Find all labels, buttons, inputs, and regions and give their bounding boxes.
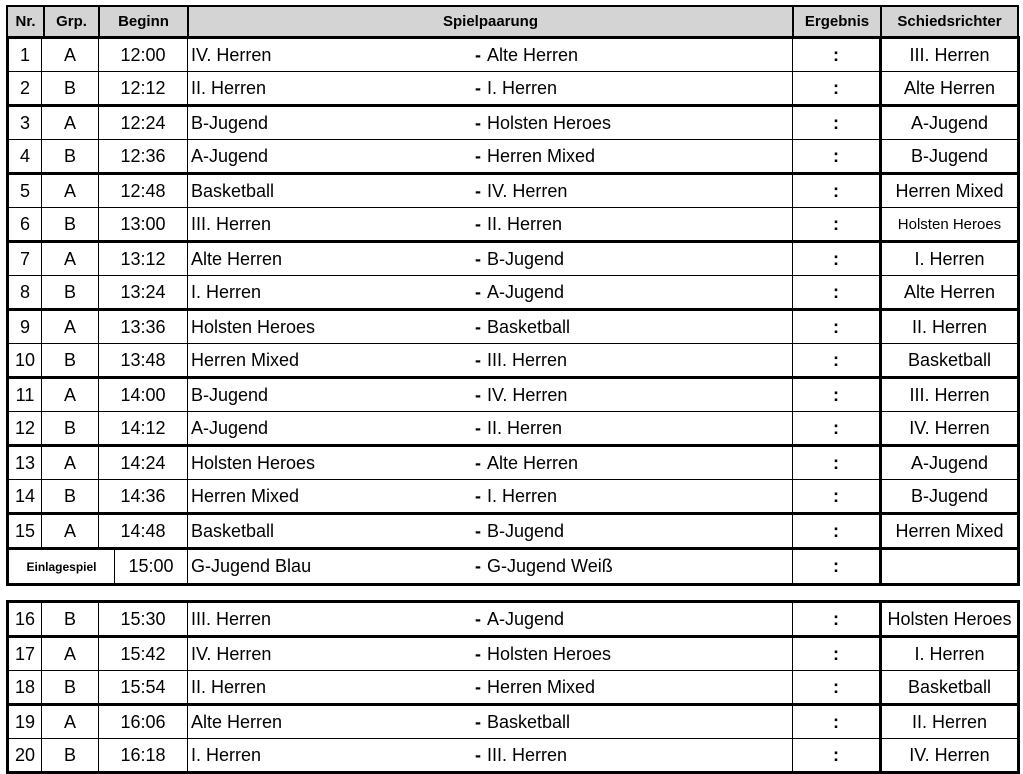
match-row xyxy=(8,739,1019,773)
match-start-time: 16:18 xyxy=(99,739,188,773)
match-start-time: 12:24 xyxy=(99,106,188,140)
match-referee: Holsten Heroes xyxy=(881,602,1019,637)
match-start-time: 16:06 xyxy=(99,705,188,739)
home-team: Herren Mixed xyxy=(191,349,300,370)
match-start-time: 14:12 xyxy=(99,412,188,446)
match-result-field[interactable]: : xyxy=(793,106,881,140)
vs-separator: - xyxy=(475,744,481,765)
home-team: III. Herren xyxy=(191,608,272,629)
match-pairing xyxy=(188,480,793,514)
away-team: Holsten Heroes xyxy=(487,643,612,664)
vs-separator: - xyxy=(475,180,481,201)
exhibition-matchup xyxy=(188,549,793,585)
exhibition-label: Einlagespiel xyxy=(8,549,115,585)
match-number: 7 xyxy=(8,242,42,276)
group-stage-table xyxy=(6,36,1020,550)
match-group: A xyxy=(42,174,99,208)
exhibition-referee xyxy=(881,549,1019,585)
vs-separator: - xyxy=(475,248,481,269)
match-result-field[interactable]: : xyxy=(793,276,881,310)
match-start-time: 14:36 xyxy=(99,480,188,514)
match-number: 19 xyxy=(8,705,42,739)
vs-separator: - xyxy=(475,112,481,133)
away-team: IV. Herren xyxy=(487,180,568,201)
match-row xyxy=(8,514,1019,549)
match-group: B xyxy=(42,480,99,514)
match-pairing xyxy=(188,38,793,72)
match-row xyxy=(8,106,1019,140)
match-referee: B-Jugend xyxy=(881,140,1019,174)
match-group: B xyxy=(42,140,99,174)
match-group: A xyxy=(42,637,99,671)
match-row xyxy=(8,174,1019,208)
match-number: 8 xyxy=(8,276,42,310)
match-referee: III. Herren xyxy=(881,378,1019,412)
match-group: A xyxy=(42,514,99,549)
match-referee: Alte Herren xyxy=(881,276,1019,310)
match-referee: II. Herren xyxy=(881,705,1019,739)
match-number: 20 xyxy=(8,739,42,773)
match-pairing xyxy=(188,208,793,242)
match-result-field[interactable]: : xyxy=(793,38,881,72)
home-team: II. Herren xyxy=(191,676,267,697)
match-pairing xyxy=(188,276,793,310)
match-referee: Alte Herren xyxy=(881,72,1019,106)
away-team: Basketball xyxy=(487,316,571,337)
match-number: 12 xyxy=(8,412,42,446)
match-number: 15 xyxy=(8,514,42,549)
match-group: B xyxy=(42,602,99,637)
match-pairing xyxy=(188,412,793,446)
vs-separator: - xyxy=(475,384,481,405)
match-pairing xyxy=(188,174,793,208)
match-referee: Basketball xyxy=(881,671,1019,705)
home-team: III. Herren xyxy=(191,213,272,234)
match-result-field[interactable]: : xyxy=(793,208,881,242)
match-row xyxy=(8,637,1019,671)
match-row xyxy=(8,72,1019,106)
vs-separator: - xyxy=(475,417,481,438)
match-number: 6 xyxy=(8,208,42,242)
away-team: B-Jugend xyxy=(487,520,565,541)
match-referee: III. Herren xyxy=(881,38,1019,72)
match-row xyxy=(8,344,1019,378)
header-referee: Schiedsrichter xyxy=(881,6,1018,37)
match-start-time: 15:54 xyxy=(99,671,188,705)
match-start-time: 12:36 xyxy=(99,140,188,174)
match-start-time: 14:48 xyxy=(99,514,188,549)
match-start-time: 13:00 xyxy=(99,208,188,242)
exhibition-row xyxy=(8,549,1019,585)
vs-separator: - xyxy=(475,316,481,337)
schedule-header xyxy=(6,5,1019,38)
match-group: B xyxy=(42,72,99,106)
match-row xyxy=(8,242,1019,276)
exhibition-home-team: G-Jugend Blau xyxy=(191,556,312,576)
home-team: Holsten Heroes xyxy=(191,316,316,337)
match-start-time: 14:24 xyxy=(99,446,188,480)
away-team: I. Herren xyxy=(487,77,558,98)
match-group: B xyxy=(42,739,99,773)
away-team: III. Herren xyxy=(487,349,568,370)
home-team: B-Jugend xyxy=(191,112,269,133)
away-team: I. Herren xyxy=(487,485,558,506)
match-pairing xyxy=(188,705,793,739)
match-result-field[interactable]: : xyxy=(793,310,881,344)
exhibition-time: 15:00 xyxy=(115,549,188,585)
match-pairing xyxy=(188,514,793,549)
match-group: B xyxy=(42,671,99,705)
away-team: Alte Herren xyxy=(487,44,579,65)
match-start-time: 12:12 xyxy=(99,72,188,106)
home-team: I. Herren xyxy=(191,281,262,302)
match-number: 1 xyxy=(8,38,42,72)
match-result-field[interactable]: : xyxy=(793,480,881,514)
match-start-time: 13:24 xyxy=(99,276,188,310)
match-row xyxy=(8,480,1019,514)
home-team: Basketball xyxy=(191,180,275,201)
match-row xyxy=(8,378,1019,412)
exhibition-match-table xyxy=(6,547,1020,586)
match-result-field[interactable]: : xyxy=(793,242,881,276)
match-start-time: 13:36 xyxy=(99,310,188,344)
late-matches-table xyxy=(6,600,1020,774)
match-pairing xyxy=(188,739,793,773)
match-row xyxy=(8,602,1019,637)
match-referee: Basketball xyxy=(881,344,1019,378)
match-start-time: 12:48 xyxy=(99,174,188,208)
vs-separator: - xyxy=(475,349,481,370)
home-team: Alte Herren xyxy=(191,248,283,269)
match-group: A xyxy=(42,446,99,480)
header-matchup: Spielpaarung xyxy=(188,6,793,37)
away-team: Holsten Heroes xyxy=(487,112,612,133)
match-group: A xyxy=(42,378,99,412)
away-team: A-Jugend xyxy=(487,608,565,629)
match-pairing xyxy=(188,602,793,637)
match-number: 11 xyxy=(8,378,42,412)
away-team: II. Herren xyxy=(487,417,563,438)
match-pairing xyxy=(188,446,793,480)
match-group: A xyxy=(42,106,99,140)
match-start-time: 15:30 xyxy=(99,602,188,637)
home-team: IV. Herren xyxy=(191,643,272,664)
match-start-time: 12:00 xyxy=(99,38,188,72)
match-pairing xyxy=(188,637,793,671)
away-team: Herren Mixed xyxy=(487,676,596,697)
match-pairing xyxy=(188,310,793,344)
match-group: A xyxy=(42,38,99,72)
home-team: Basketball xyxy=(191,520,275,541)
match-group: B xyxy=(42,344,99,378)
match-pairing xyxy=(188,344,793,378)
vs-separator: - xyxy=(475,145,481,166)
match-row xyxy=(8,310,1019,344)
match-pairing xyxy=(188,378,793,412)
match-result-field[interactable]: : xyxy=(793,412,881,446)
vs-separator: - xyxy=(475,676,481,697)
vs-separator: - xyxy=(475,213,481,234)
match-number: 3 xyxy=(8,106,42,140)
match-referee: A-Jugend xyxy=(881,106,1019,140)
match-number: 10 xyxy=(8,344,42,378)
match-result-field[interactable]: : xyxy=(793,72,881,106)
vs-separator: - xyxy=(475,520,481,541)
match-row xyxy=(8,412,1019,446)
match-result-field[interactable]: : xyxy=(793,140,881,174)
away-team: II. Herren xyxy=(487,213,563,234)
away-team: III. Herren xyxy=(487,744,568,765)
match-group: B xyxy=(42,412,99,446)
away-team: Basketball xyxy=(487,711,571,732)
match-row xyxy=(8,671,1019,705)
vs-separator: - xyxy=(475,711,481,732)
match-number: 4 xyxy=(8,140,42,174)
match-referee: I. Herren xyxy=(881,242,1019,276)
vs-separator: - xyxy=(475,643,481,664)
match-referee: II. Herren xyxy=(881,310,1019,344)
match-referee: A-Jugend xyxy=(881,446,1019,480)
away-team: Alte Herren xyxy=(487,452,579,473)
vs-separator: - xyxy=(475,77,481,98)
match-result-field[interactable]: : xyxy=(793,174,881,208)
match-result-field[interactable]: : xyxy=(793,514,881,549)
header-nr: Nr. xyxy=(7,6,44,37)
match-number: 18 xyxy=(8,671,42,705)
match-result-field[interactable]: : xyxy=(793,637,881,671)
match-pairing xyxy=(188,72,793,106)
match-number: 14 xyxy=(8,480,42,514)
match-start-time: 13:48 xyxy=(99,344,188,378)
match-row xyxy=(8,208,1019,242)
match-start-time: 14:00 xyxy=(99,378,188,412)
home-team: II. Herren xyxy=(191,77,267,98)
home-team: IV. Herren xyxy=(191,44,272,65)
match-number: 2 xyxy=(8,72,42,106)
away-team: IV. Herren xyxy=(487,384,568,405)
match-referee: Herren Mixed xyxy=(881,174,1019,208)
exhibition-result-field[interactable]: : xyxy=(793,549,881,585)
match-row xyxy=(8,38,1019,72)
home-team: A-Jugend xyxy=(191,417,269,438)
match-group: B xyxy=(42,208,99,242)
match-row xyxy=(8,276,1019,310)
vs-separator: - xyxy=(475,452,481,473)
header-group: Grp. xyxy=(44,6,99,37)
match-referee: IV. Herren xyxy=(881,739,1019,773)
match-number: 5 xyxy=(8,174,42,208)
home-team: Holsten Heroes xyxy=(191,452,316,473)
match-row xyxy=(8,140,1019,174)
match-group: A xyxy=(42,705,99,739)
match-referee: B-Jugend xyxy=(881,480,1019,514)
match-group: A xyxy=(42,310,99,344)
match-result-field[interactable]: : xyxy=(793,344,881,378)
match-result-field[interactable]: : xyxy=(793,602,881,637)
match-result-field[interactable]: : xyxy=(793,739,881,773)
match-number: 17 xyxy=(8,637,42,671)
vs-separator: - xyxy=(475,281,481,302)
vs-separator: - xyxy=(475,608,481,629)
match-number: 16 xyxy=(8,602,42,637)
header-result: Ergebnis xyxy=(793,6,881,37)
match-group: A xyxy=(42,242,99,276)
match-result-field[interactable]: : xyxy=(793,378,881,412)
away-team: B-Jugend xyxy=(487,248,565,269)
match-referee: I. Herren xyxy=(881,637,1019,671)
match-row xyxy=(8,705,1019,739)
home-team: I. Herren xyxy=(191,744,262,765)
away-team: A-Jugend xyxy=(487,281,565,302)
match-referee: IV. Herren xyxy=(881,412,1019,446)
match-pairing xyxy=(188,242,793,276)
match-group: B xyxy=(42,276,99,310)
match-pairing xyxy=(188,671,793,705)
match-row xyxy=(8,446,1019,480)
vs-separator: - xyxy=(475,556,481,576)
match-result-field[interactable]: : xyxy=(793,705,881,739)
home-team: Alte Herren xyxy=(191,711,283,732)
match-start-time: 13:12 xyxy=(99,242,188,276)
home-team: Herren Mixed xyxy=(191,485,300,506)
match-start-time: 15:42 xyxy=(99,637,188,671)
match-pairing xyxy=(188,140,793,174)
match-result-field[interactable]: : xyxy=(793,446,881,480)
exhibition-away-team: G-Jugend Weiß xyxy=(487,556,613,576)
header-start-time: Beginn xyxy=(99,6,188,37)
match-result-field[interactable]: : xyxy=(793,671,881,705)
vs-separator: - xyxy=(475,44,481,65)
home-team: B-Jugend xyxy=(191,384,269,405)
vs-separator: - xyxy=(475,485,481,506)
match-number: 9 xyxy=(8,310,42,344)
away-team: Herren Mixed xyxy=(487,145,596,166)
match-number: 13 xyxy=(8,446,42,480)
match-pairing xyxy=(188,106,793,140)
match-referee: Holsten Heroes xyxy=(881,208,1019,242)
match-referee: Herren Mixed xyxy=(881,514,1019,549)
home-team: A-Jugend xyxy=(191,145,269,166)
